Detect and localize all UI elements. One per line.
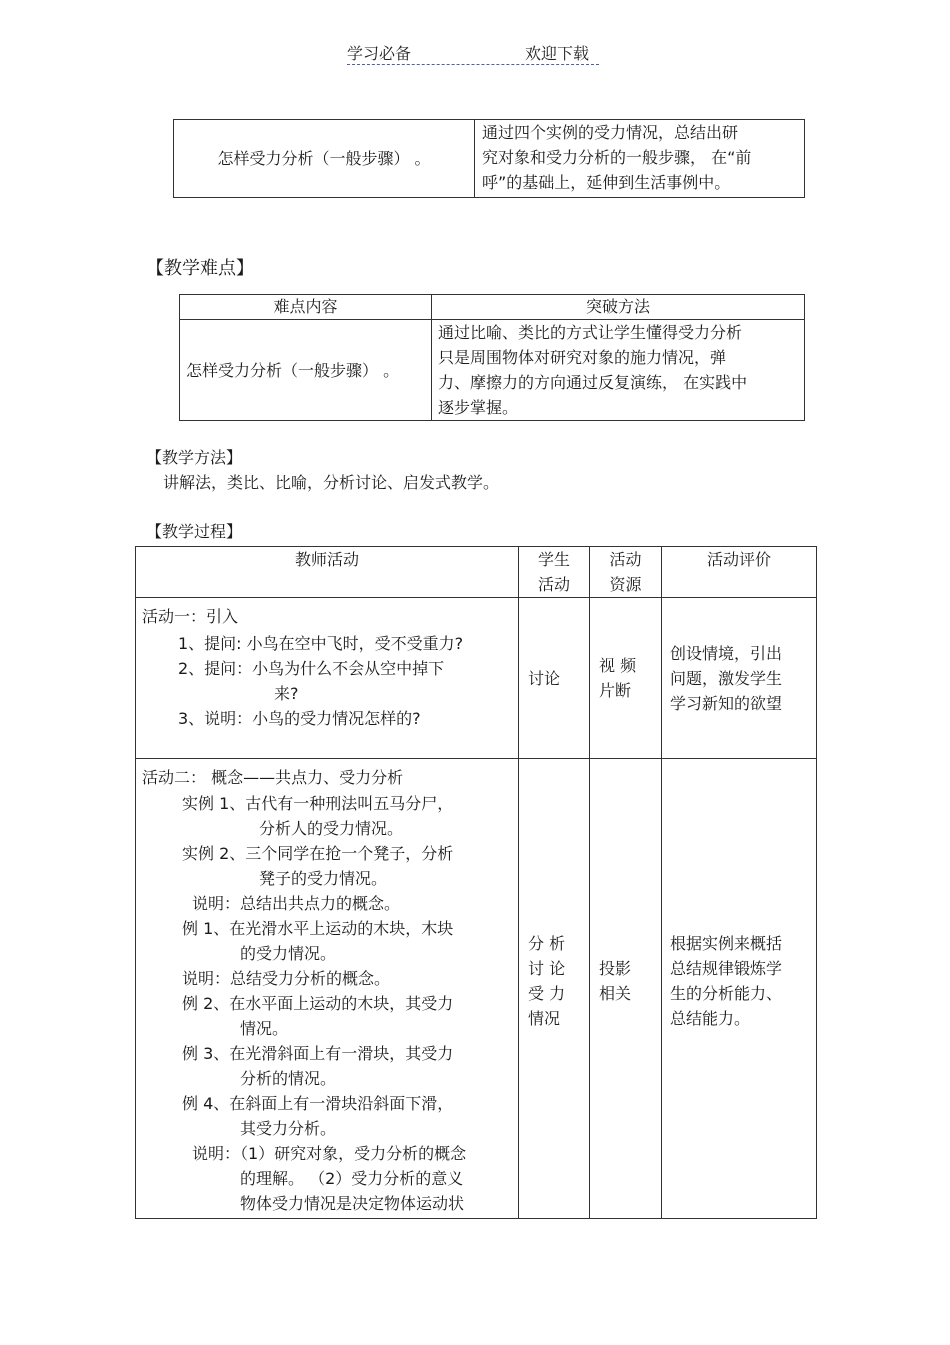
topic-desc-line: 究对象和受力分析的一般步骤， 在“前 bbox=[482, 148, 752, 167]
activity2-line: 实例 2、三个同学在抢一个凳子，分析 bbox=[182, 844, 454, 863]
activity2-line: 例 3、在光滑斜面上有一滑块，其受力 bbox=[182, 1044, 454, 1063]
header-right: 欢迎下载 bbox=[525, 44, 590, 63]
activity2-eval: 根据实例来概括 bbox=[670, 934, 783, 953]
activity2-line: 说明：（1）研究对象，受力分析的概念 bbox=[192, 1144, 467, 1163]
activity2-student: 受 力 bbox=[528, 984, 566, 1003]
activity2-student: 情况 bbox=[528, 1009, 561, 1028]
col-header-teacher: 教师活动 bbox=[136, 547, 519, 598]
activity1-resource: 片断 bbox=[599, 681, 632, 700]
method-heading: 【教学方法】 bbox=[146, 448, 243, 467]
difficulty-method-line: 力、摩擦力的方向通过反复演练， 在实践中 bbox=[438, 373, 748, 392]
activity2-title: 活动二： 概念——共点力、受力分析 bbox=[142, 768, 404, 787]
difficulty-method-line: 逐步掌握。 bbox=[438, 398, 519, 417]
topic-table bbox=[173, 119, 805, 198]
activity1-line: 1、提问: 小鸟在空中飞时，受不受重力? bbox=[178, 634, 464, 653]
activity2-line: 说明：总结受力分析的概念。 bbox=[182, 969, 391, 988]
header-divider bbox=[347, 64, 599, 65]
topic-name: 怎样受力分析（一般步骤） 。 bbox=[217, 149, 431, 168]
activity2-line: 说明：总结出共点力的概念。 bbox=[192, 894, 401, 913]
col-header-eval: 活动评价 bbox=[662, 547, 817, 598]
activity1-title: 活动一：引入 bbox=[142, 607, 239, 626]
activity2-line: 分析的情况。 bbox=[240, 1069, 337, 1088]
activity2-line: 例 1、在光滑水平上运动的木块，木块 bbox=[182, 919, 454, 938]
activity1-line: 3、说明：小鸟的受力情况怎样的? bbox=[178, 709, 421, 728]
process-heading: 【教学过程】 bbox=[146, 522, 243, 541]
activity2-line: 其受力分析。 bbox=[240, 1119, 337, 1138]
activity1-line: 2、提问：小鸟为什么不会从空中掉下 bbox=[178, 659, 445, 678]
activity2-resource: 相关 bbox=[599, 984, 632, 1003]
difficulty-col-header: 突破方法 bbox=[432, 295, 805, 320]
col-header-student: 活动 bbox=[537, 575, 570, 594]
activity1-eval: 问题，激发学生 bbox=[670, 668, 783, 688]
activity2-student: 分 析 bbox=[528, 934, 566, 953]
activity2-eval: 总结能力。 bbox=[670, 1009, 751, 1028]
difficulty-table bbox=[179, 294, 805, 421]
activity1-eval: 创设情境，引出 bbox=[670, 643, 783, 663]
difficulty-method-line: 只是周围物体对研究对象的施力情况，弹 bbox=[438, 348, 727, 367]
activity2-line: 的受力情况。 bbox=[240, 944, 337, 963]
activity2-line: 例 2、在水平面上运动的木块，其受力 bbox=[182, 994, 454, 1013]
difficulty-col-header: 难点内容 bbox=[180, 295, 432, 320]
activity2-line: 凳子的受力情况。 bbox=[259, 869, 388, 888]
activity1-eval: 学习新知的欲望 bbox=[670, 693, 783, 713]
activity2-eval: 总结规律锻炼学 bbox=[670, 959, 783, 978]
activity1-resource: 视 频 bbox=[599, 656, 637, 675]
activity2-line: 例 4、在斜面上有一滑块沿斜面下滑， bbox=[182, 1094, 454, 1113]
activity2-student: 讨 论 bbox=[528, 959, 566, 978]
activity2-resource: 投影 bbox=[599, 959, 632, 978]
activity2-line: 的理解。 （2）受力分析的意义 bbox=[240, 1169, 464, 1188]
activity2-line: 情况。 bbox=[240, 1019, 289, 1038]
col-header-student: 学生 bbox=[537, 550, 570, 569]
col-header-resource: 资源 bbox=[609, 575, 642, 594]
activity1-student: 讨论 bbox=[519, 598, 590, 759]
activity2-line: 分析人的受力情况。 bbox=[259, 819, 404, 838]
method-text: 讲解法，类比、比喻，分析讨论、启发式教学。 bbox=[163, 473, 500, 492]
activity1-line: 来? bbox=[274, 684, 299, 703]
activity2-eval: 生的分析能力、 bbox=[670, 984, 783, 1003]
activity2-line: 物体受力情况是决定物体运动状 bbox=[240, 1194, 465, 1213]
col-header-resource: 活动 bbox=[609, 550, 642, 569]
topic-desc-line: 呼”的基础上，延伸到生活事例中。 bbox=[482, 173, 731, 192]
difficulty-content: 怎样受力分析（一般步骤） 。 bbox=[186, 360, 400, 380]
topic-desc-line: 通过四个实例的受力情况，总结出研 bbox=[482, 123, 739, 142]
difficulty-method-line: 通过比喻、类比的方式让学生懂得受力分析 bbox=[438, 323, 743, 342]
difficulty-heading: 【教学难点】 bbox=[146, 258, 254, 279]
header-left: 学习必备 bbox=[347, 44, 412, 63]
activity2-line: 实例 1、古代有一种刑法叫五马分尸， bbox=[182, 794, 454, 813]
process-table bbox=[135, 546, 817, 1219]
